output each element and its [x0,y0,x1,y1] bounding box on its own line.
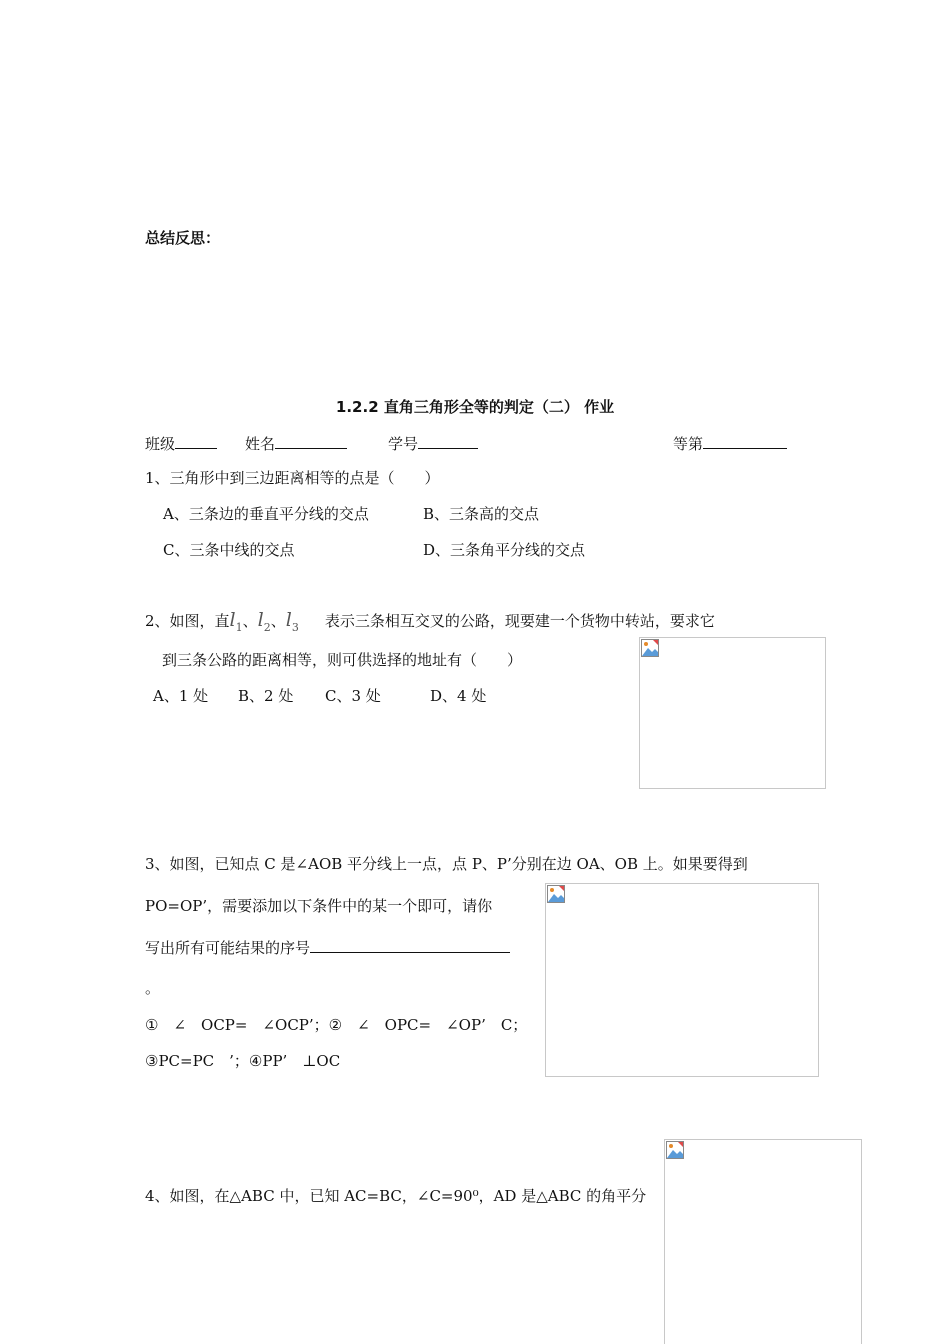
q2-suffix: 表示三条相互交叉的公路，现要建一个货物中转站，要求它 [324,612,715,630]
q1-option-a: A、三条边的垂直平分线的交点 [163,505,369,523]
grade-field [673,433,787,454]
q1-option-d: D、三条角平分线的交点 [423,541,586,559]
grade-blank [703,433,787,449]
id-blank [418,433,478,449]
broken-image-icon [641,639,659,657]
id-label: 学号 [388,435,419,453]
q1-stem: 1、三角形中到三边距离相等的点是（ ） [145,469,440,487]
q3-line6: ③PC=PC ’；④PP’ ⊥OC [145,1052,341,1070]
q3-figure-placeholder [545,883,819,1077]
name-label: 姓名 [245,435,276,453]
q3-line1: 3、如图，已知点 C 是∠AOB 平分线上一点，点 P、P’分别在边 OA、OB 上。如果要得到 [145,855,748,873]
q2-line2: 到三条公路的距离相等，则可供选择的地址有（ ） [162,651,523,669]
q1-option-b: B、三条高的交点 [423,505,540,523]
q2-option-c: C、3 处 [325,687,381,705]
class-label: 班级 [145,435,176,453]
q2-option-b: B、2 处 [238,687,294,705]
line-l2: $l_2$ [257,609,271,634]
line-l3: $l_3$ [285,609,299,634]
separator: 、 [270,612,286,630]
broken-image-icon [666,1141,684,1159]
q3-answer-blank [310,937,510,953]
name-field [245,433,347,454]
class-blank [175,433,217,449]
separator: 、 [242,612,258,630]
grade-label: 等第 [673,435,704,453]
q2-option-d: D、4 处 [430,687,487,705]
name-blank [275,433,347,449]
q4-line1: 4、如图，在△ABC 中，已知 AC=BC，∠C=90⁰，AD 是△ABC 的角平分 [145,1187,647,1205]
q2-prefix: 2、如图，直 [145,612,230,630]
id-field [388,433,478,454]
q1-option-c: C、三条中线的交点 [163,541,295,559]
line-l1: $l_1$ [229,609,243,634]
q2-figure-placeholder [639,637,826,789]
q3-line3: 写出所有可能结果的序号 [145,937,510,958]
q3-line5: ① ∠ OCP= ∠OCP’；② ∠ OPC= ∠OP’ C； [145,1016,528,1034]
q4-figure-placeholder [664,1139,862,1344]
class-field [145,433,217,454]
q3-line4: 。 [145,979,161,997]
q2-option-a: A、1 处 [153,687,209,705]
q3-line2: PO=OP’，需要添加以下条件中的某一个即可，请你 [145,897,493,915]
page-title: 1.2.2 直角三角形全等的判定（二） 作业 [335,398,615,416]
broken-image-icon [547,885,565,903]
q2-line1 [145,608,715,640]
summary-heading: 总结反思： [145,229,221,247]
